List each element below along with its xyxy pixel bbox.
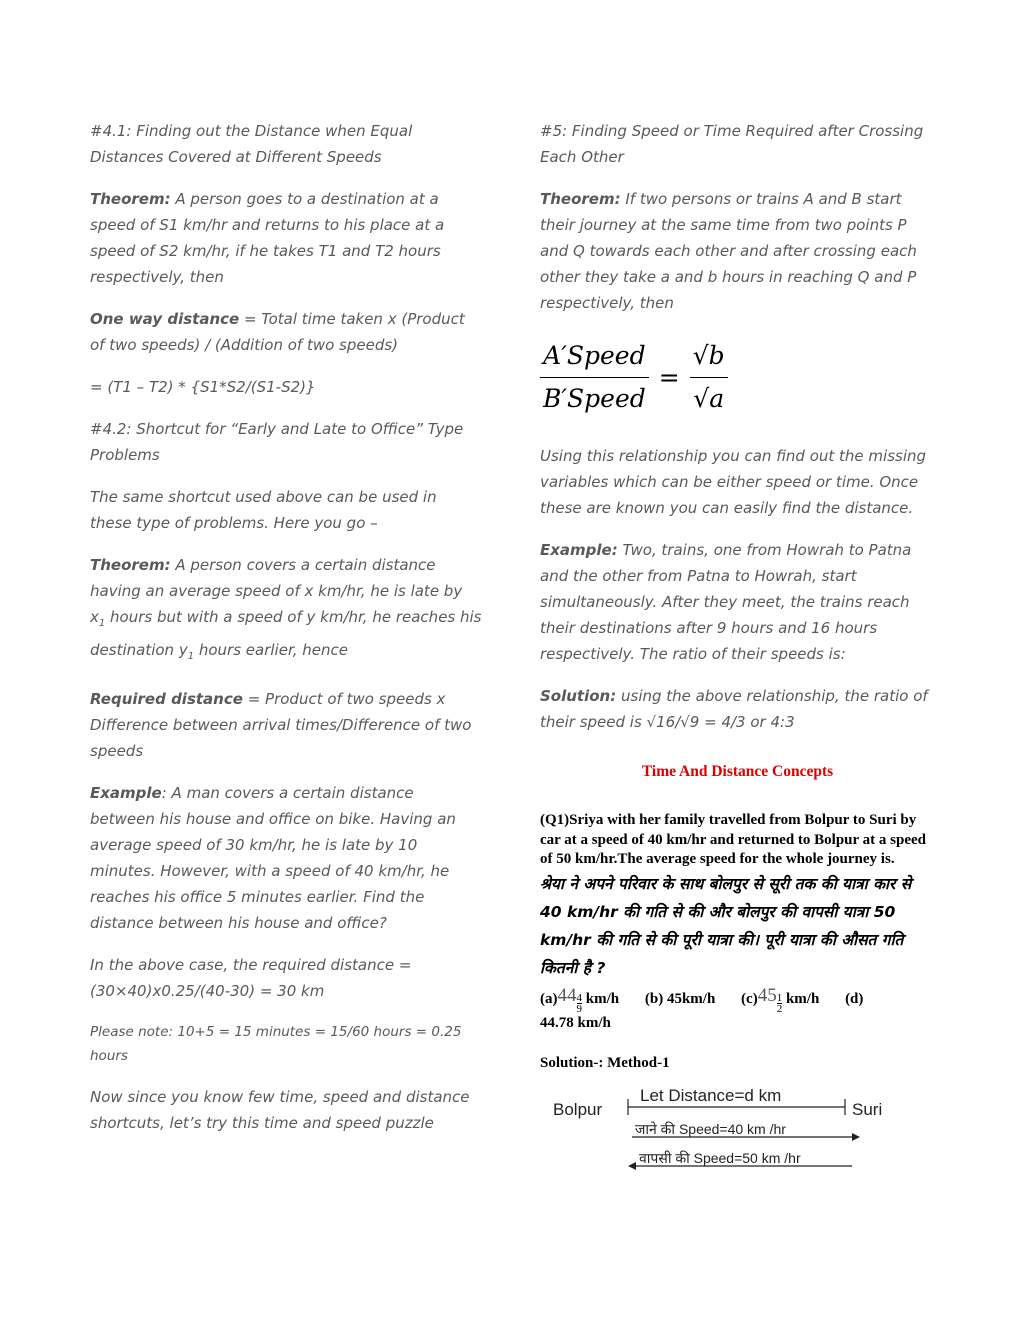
distance-label: Let Distance=d km [640,1085,782,1105]
solution-text: using the above relationship, the ratio of their speed is √16/√9 = 4/3 or 4:3 [540,687,928,731]
answer-options [540,986,935,1033]
question-1-hindi: श्रेया ने अपने परिवार के साथ बोलपुर से सूरी तक की यात्रा कार से 40 km/hr की गति से की और बोलपुर की वापसी यात्रा 50 km/hr की गति से की पूरी यात्रा की। पूरी यात्रा की औसत गति कितनी है ? [540,874,912,977]
theorem-label: Theorem: [90,190,171,208]
example-1 [90,780,482,936]
option-d-label: (d) [845,990,864,1007]
shortcut-text: The same shortcut used above can be used in these type of problems. Here you go – [90,488,437,532]
option-c-whole: 45 [757,984,777,1006]
theorem-2 [90,552,482,670]
option-a-label: (a) [540,990,558,1007]
root-b: √b [690,338,728,378]
section-5-heading: #5: Finding Speed or Time Required after Crossing Each Other [540,122,924,166]
example-label: Example [90,784,162,802]
section-4-1-heading: #4.1: Finding out the Distance when Equal Distances Covered at Different Speeds [90,122,413,166]
theorem-text-a: A person covers a certain distance having an average speed of x km/hr, he is late by x [90,556,463,626]
subscript: 1 [98,618,106,629]
question-1: (Q1)Sriya with her family travelled from Bolpur to Suri by car at a speed of 40 km/hr and returned to Bolpur at a speed of 50 km/hr.The average speed for the whole journey is. [540,812,926,867]
example-2 [540,537,935,667]
theorem-text-c: hours earlier, hence [194,641,348,659]
option-c-unit: km/h [782,990,820,1007]
theorem-1 [90,186,482,290]
numerator: 1 [776,991,783,1004]
go-speed-label: जाने की Speed=40 km /hr [635,1120,786,1137]
theorem-text: If two persons or trains A and B start their journey at the same time from two points P and Q towards each other and after crossing each other they take a and b hours in reaching Q and P respectively, then [540,190,917,312]
example-text: : A man covers a certain distance between his house and office on bike. Having an average speed of 30 km/hr, he is late by 10 minutes. However, with a speed of 40 km/hr, he reaches his office 5 minutes earlier. Find the distance between his house and office? [90,784,456,932]
case-text: In the above case, the required distance = (30×40)x0.25/(40-30) = 30 km [90,956,412,1000]
suri-label: Suri [852,1099,883,1119]
option-c [741,986,819,1014]
one-way-text: = Total time taken x (Product of two speeds) / (Addition of two speeds) [90,310,465,354]
concepts-title: Time And Distance Concepts [641,763,834,780]
denominator: 2 [776,1002,783,1015]
section-4-2-heading: #4.2: Shortcut for “Early and Late to Office” Type Problems [90,420,464,464]
a-speed: A′Speed [540,338,648,378]
go-arrow-head [852,1133,860,1141]
puzzle-intro: Now since you know few time, speed and distance shortcuts, let’s try this time and speed puzzle [90,1088,470,1132]
root-fraction [690,338,728,417]
formula-1: = (T1 – T2) * {S1*S2/(S1-S2)} [90,378,316,396]
option-a-unit: km/h [582,990,620,1007]
speed-fraction [540,338,649,417]
solution-label: Solution: [540,687,617,705]
solution-method: Solution-: Method-1 [540,1054,670,1071]
subscript: 1 [187,651,195,662]
b-speed: B′Speed [543,384,646,413]
option-a-whole: 44 [557,984,577,1006]
example-text: Two, trains, one from Howrah to Patna and the other from Patna to Howrah, start simultaneously. After they meet, the trains reach their destinations after 9 hours and 16 hours respectively. The ratio of their speeds is: [540,541,912,663]
return-arrow-head [628,1162,636,1170]
required-distance [90,686,482,764]
numerator: 4 [576,991,582,1004]
speed-ratio-formula [540,338,935,417]
theorem-label: Theorem: [540,190,621,208]
right-column [540,118,935,1196]
distance-diagram [540,1086,935,1196]
using-text: Using this relationship you can find out the missing variables which can be either speed or time. Once these are known you can easily find the distance. [540,447,927,517]
one-way-distance [90,306,482,358]
diagram-lines [540,1086,935,1196]
denominator: 9 [576,1002,582,1015]
solution-2 [540,683,935,735]
option-b: (b) 45km/h [644,990,716,1007]
option-c-label: (c) [741,990,758,1007]
one-way-label: One way distance [90,310,240,328]
option-d-value: 44.78 km/h [540,1014,611,1031]
theorem-label: Theorem: [90,556,171,574]
option-a [540,986,619,1014]
example-label: Example: [540,541,618,559]
root-a: √a [693,384,725,413]
theorem-5 [540,186,935,316]
equals-sign: = [658,363,680,392]
bolpur-label: Bolpur [553,1099,603,1119]
required-label: Required distance [90,690,243,708]
left-column [90,118,482,1152]
note-text: Please note: 10+5 = 15 minutes = 15/60 hours = 0.25 hours [90,1024,462,1064]
theorem-text: A person goes to a destination at a speed of S1 km/hr and returns to his place at a speed of S2 km/hr, if he takes T1 and T2 hours respectively, then [90,190,445,286]
theorem-text-b: hours but with a speed of y km/hr, he reaches his destination y [90,608,482,659]
required-text: = Product of two speeds x Difference between arrival times/Difference of two speeds [90,690,472,760]
return-speed-label: वापसी की Speed=50 km /hr [639,1149,801,1166]
